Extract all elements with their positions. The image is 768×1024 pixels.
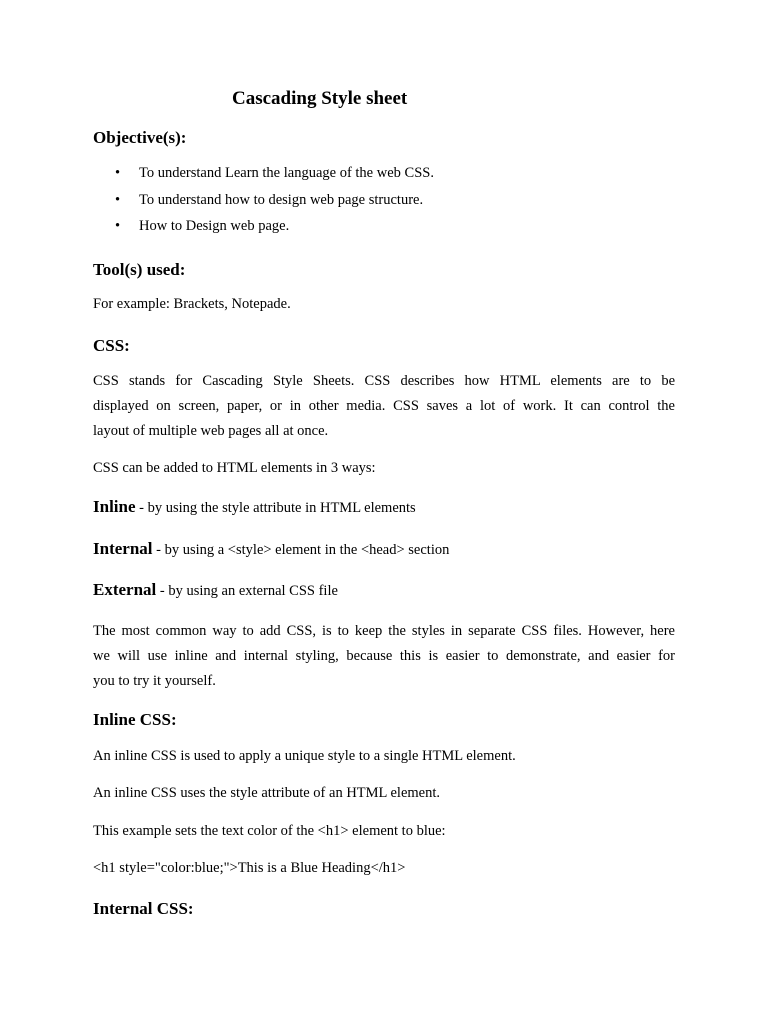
paragraph-line: we will use inline and internal styling, because this is easier to demonstrate, and easier for xyxy=(93,648,675,664)
list-item-text: How to Design web page. xyxy=(139,218,290,234)
way-term: Internal xyxy=(93,539,153,558)
paragraph-line: CSS stands for Cascading Style Sheets. CSS describes how HTML elements are to be xyxy=(93,373,675,389)
way-external xyxy=(93,580,338,600)
bullet-icon: • xyxy=(115,192,121,208)
inline-css-line: An inline CSS is used to apply a unique style to a single HTML element. xyxy=(93,748,516,764)
objectives-heading: Objective(s): xyxy=(93,128,187,147)
inline-css-heading: Inline CSS: xyxy=(93,710,177,729)
way-inline xyxy=(93,497,416,517)
list-item-text: To understand Learn the language of the web CSS. xyxy=(139,165,434,181)
ways-intro: CSS can be added to HTML elements in 3 ways: xyxy=(93,460,376,476)
inline-css-line: This example sets the text color of the <h1> element to blue: xyxy=(93,823,446,839)
page-title: Cascading Style sheet xyxy=(232,88,408,109)
way-desc: - by using the style attribute in HTML elements xyxy=(135,500,416,516)
way-term: External xyxy=(93,580,157,599)
bullet-icon: • xyxy=(115,218,121,234)
css-heading: CSS: xyxy=(93,336,130,355)
tools-heading: Tool(s) used: xyxy=(93,260,186,279)
paragraph-line: displayed on screen, paper, or in other media. CSS saves a lot of work. It can control the xyxy=(93,398,675,414)
internal-css-heading: Internal CSS: xyxy=(93,899,194,918)
paragraph-line: you to try it yourself. xyxy=(93,673,216,689)
way-desc: - by using an external CSS file xyxy=(156,583,338,599)
paragraph-line: The most common way to add CSS, is to keep the styles in separate CSS files. However, here xyxy=(93,623,675,639)
paragraph-line: layout of multiple web pages all at once. xyxy=(93,423,329,439)
list-item-text: To understand how to design web page structure. xyxy=(139,192,424,208)
way-internal xyxy=(93,539,449,559)
bullet-icon: • xyxy=(115,165,121,181)
inline-css-line: An inline CSS uses the style attribute of an HTML element. xyxy=(93,785,441,801)
css-paragraph-1 xyxy=(93,370,675,445)
inline-css-code: <h1 style="color:blue;">This is a Blue Heading</h1> xyxy=(93,860,406,876)
way-term: Inline xyxy=(93,497,136,516)
css-paragraph-2 xyxy=(93,620,675,695)
tools-text: For example: Brackets, Notepade. xyxy=(93,296,291,312)
way-desc: - by using a <style> element in the <head> section xyxy=(152,542,450,558)
